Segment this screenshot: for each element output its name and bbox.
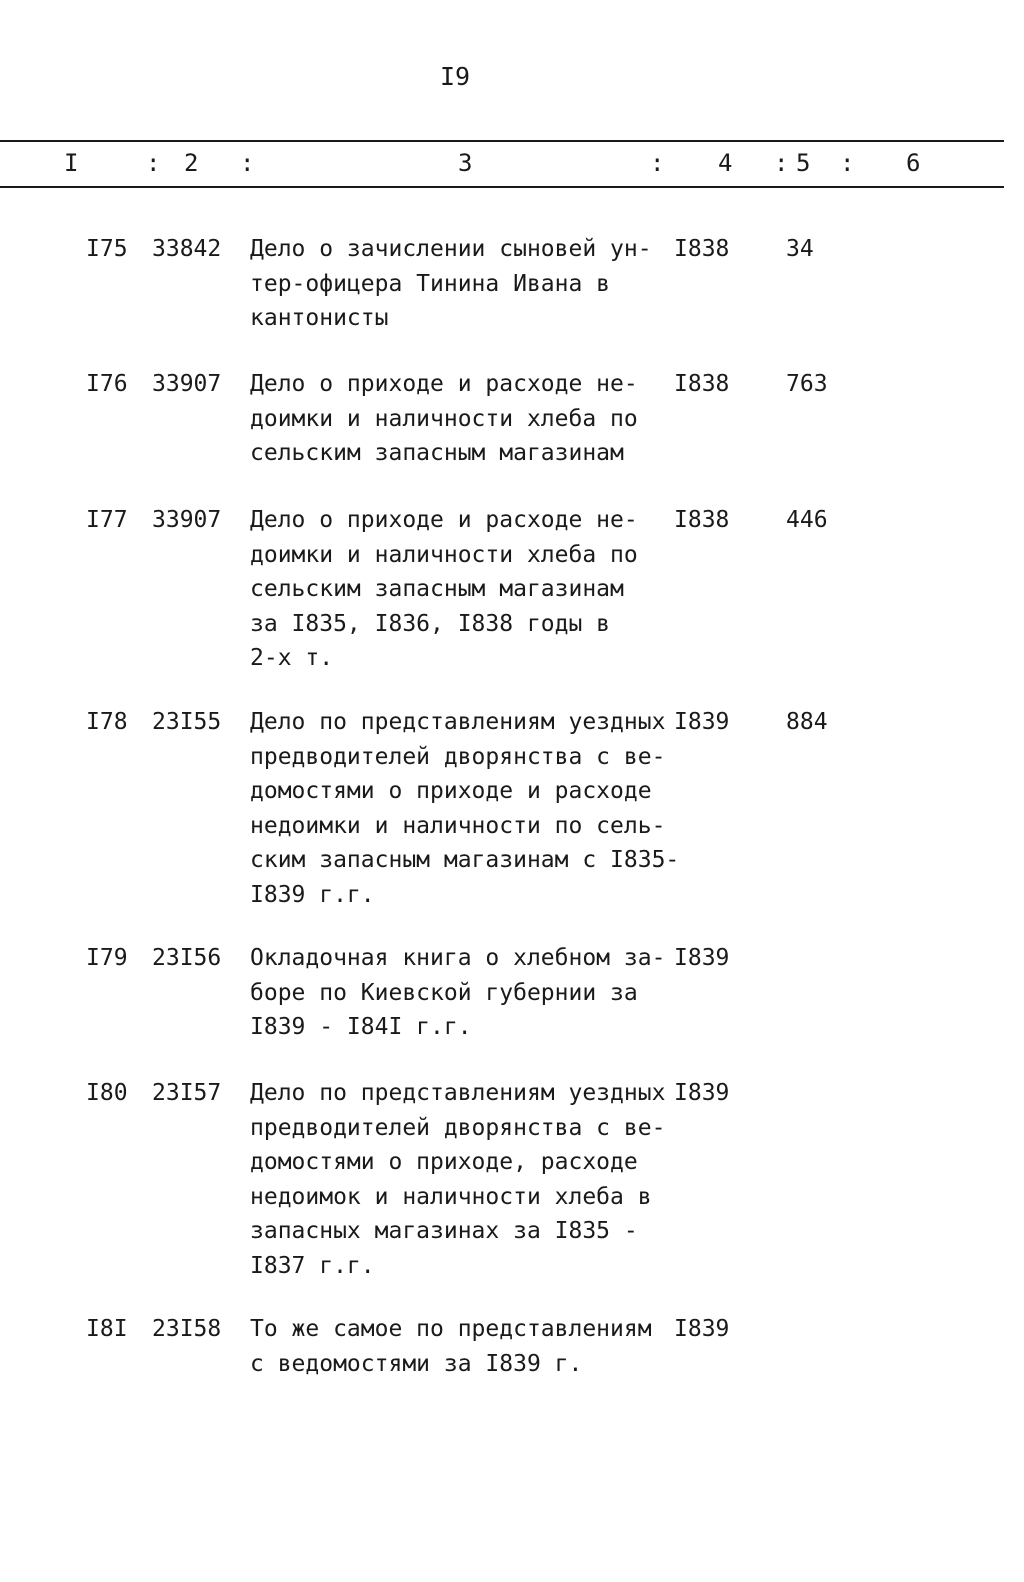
title-line: доимки и наличности хлеба по (250, 405, 638, 432)
file-title (250, 232, 652, 336)
row-number: I79 (86, 945, 128, 971)
title-line: сельским запасным магазинам (250, 440, 624, 466)
title-line: доимки и наличности хлеба по (250, 541, 638, 568)
file-code: 23I58 (152, 1316, 222, 1342)
row-number: I76 (86, 371, 128, 397)
column-separator: : (146, 149, 161, 177)
title-line: Окладочная книга о хлебном за- (250, 945, 666, 971)
file-code: 33907 (152, 507, 222, 533)
column-separator: : (774, 149, 789, 177)
file-title (250, 367, 638, 471)
column-header-1: I (64, 149, 79, 177)
title-line: I837 г.г. (250, 1252, 375, 1279)
file-title (250, 1312, 652, 1381)
title-line: тер-офицера Тинина Ивана в (250, 270, 611, 297)
file-code: 23I55 (152, 709, 222, 735)
column-header-5: 5 (796, 149, 811, 177)
row-number: I78 (86, 709, 128, 735)
file-title (250, 941, 665, 1045)
title-line: 2-х т. (250, 645, 334, 671)
file-year: I839 (674, 1080, 730, 1106)
file-year: I839 (674, 945, 730, 971)
title-line: предводителей дворянства с ве- (250, 743, 666, 770)
title-line: предводителей дворянства с ве- (250, 1114, 666, 1141)
column-header-6: 6 (906, 149, 921, 177)
title-line: Дело о приходе и расходе не- (250, 507, 638, 533)
title-line: недоимок и наличности хлеба в (250, 1183, 652, 1210)
file-code: 33842 (152, 236, 222, 262)
column-header-4: 4 (718, 149, 733, 177)
title-line: Дело о зачислении сыновей ун- (250, 236, 652, 262)
title-line: То же самое по представлениям (250, 1316, 652, 1342)
title-line: I839 - I84I г.г. (250, 1014, 472, 1040)
title-line: запасных магазинах за I835 - (250, 1218, 638, 1244)
sheet-count: 763 (786, 371, 828, 397)
title-line: ским запасным магазинам с I835- (250, 847, 680, 873)
title-line: Дело по представлениям уездных (250, 709, 666, 735)
column-header-3: 3 (458, 149, 473, 177)
row-number: I75 (86, 236, 128, 262)
column-separator: : (840, 149, 855, 177)
title-line: домостями о приходе, расходе (250, 1149, 638, 1175)
column-separator: : (240, 149, 255, 177)
title-line: Дело по представлениям уездных (250, 1080, 666, 1106)
title-line: сельским запасным магазинам (250, 576, 624, 602)
file-title (250, 705, 679, 912)
sheet-count: 34 (786, 236, 814, 262)
title-line: с ведомостями за I839 г. (250, 1350, 583, 1377)
title-line: I839 г.г. (250, 881, 375, 908)
row-number: I77 (86, 507, 128, 533)
file-year: I838 (674, 371, 730, 397)
file-code: 23I57 (152, 1080, 222, 1106)
file-year: I839 (674, 709, 730, 735)
header-rule-top (0, 140, 1004, 142)
sheet-count: 884 (786, 709, 828, 735)
sheet-count: 446 (786, 507, 828, 533)
file-code: 23I56 (152, 945, 222, 971)
file-title (250, 1076, 665, 1283)
title-line: за I835, I836, I838 годы в (250, 610, 611, 637)
title-line: кантонисты (250, 305, 389, 331)
row-number: I8I (86, 1316, 128, 1342)
title-line: недоимки и наличности по сель- (250, 812, 666, 839)
file-year: I838 (674, 236, 730, 262)
title-line: Дело о приходе и расходе не- (250, 371, 638, 397)
row-number: I80 (86, 1080, 128, 1106)
header-rule-bottom (0, 186, 1004, 188)
file-title (250, 503, 638, 676)
file-year: I838 (674, 507, 730, 533)
column-separator: : (650, 149, 665, 177)
file-code: 33907 (152, 371, 222, 397)
page-number: I9 (439, 62, 471, 91)
column-header-2: 2 (184, 149, 199, 177)
title-line: боре по Киевской губернии за (250, 979, 638, 1006)
title-line: домостями о приходе и расходе (250, 778, 652, 804)
file-year: I839 (674, 1316, 730, 1342)
